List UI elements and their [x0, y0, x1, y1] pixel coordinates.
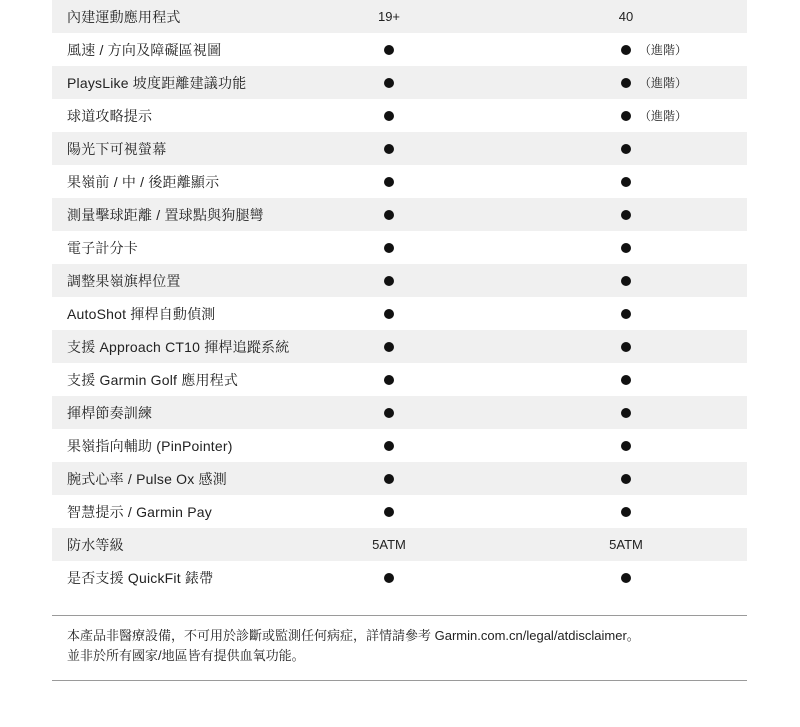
advanced-note: （進階）	[639, 76, 688, 90]
supported-dot-icon	[384, 78, 394, 88]
supported-dot-icon	[384, 375, 394, 385]
cell-value: 5ATM	[372, 537, 406, 552]
supported-dot-icon	[621, 474, 631, 484]
supported-dot-icon	[621, 177, 631, 187]
supported-dot-icon	[621, 276, 631, 286]
supported-dot-icon	[384, 210, 394, 220]
disclaimer-line-2: 並非於所有國家/地區皆有提供血氧功能。	[67, 648, 305, 663]
supported-dot-icon	[384, 507, 394, 517]
feature-label: 電子計分卡	[67, 239, 138, 256]
supported-dot-icon	[621, 78, 631, 88]
supported-dot-icon	[621, 45, 631, 55]
supported-dot-icon	[384, 474, 394, 484]
supported-dot-icon	[621, 243, 631, 253]
supported-dot-icon	[621, 408, 631, 418]
feature-label: 防水等級	[67, 536, 124, 553]
supported-dot-icon	[384, 573, 394, 583]
feature-label: 腕式心率 / Pulse Ox 感測	[67, 470, 227, 487]
feature-label: 內建運動應用程式	[67, 8, 181, 25]
supported-dot-icon	[384, 342, 394, 352]
supported-dot-icon	[621, 342, 631, 352]
feature-label: 球道攻略提示	[67, 107, 153, 124]
table-row	[52, 0, 747, 33]
table-row	[52, 132, 747, 165]
divider-top	[52, 615, 747, 616]
supported-dot-icon	[621, 210, 631, 220]
feature-comparison-table	[52, 0, 747, 594]
feature-label: PlaysLike 坡度距離建議功能	[67, 74, 247, 91]
table-row	[52, 33, 747, 66]
supported-dot-icon	[621, 144, 631, 154]
table-row	[52, 165, 747, 198]
supported-dot-icon	[384, 144, 394, 154]
feature-label: 揮桿節奏訓練	[67, 404, 153, 421]
supported-dot-icon	[621, 573, 631, 583]
table-row	[52, 429, 747, 462]
feature-label: 測量擊球距離 / 置球點與狗腿彎	[67, 206, 264, 223]
cell-value: 5ATM	[609, 537, 643, 552]
disclaimer-line-1: 本產品非醫療設備，不可用於診斷或監測任何病症，詳情請參考 Garmin.com.cn/legal/atdisclaimer。	[67, 628, 640, 643]
cell-value: 19+	[377, 9, 401, 24]
divider-bottom	[52, 680, 747, 681]
table-row	[52, 198, 747, 231]
supported-dot-icon	[384, 177, 394, 187]
supported-dot-icon	[621, 507, 631, 517]
feature-label: 果嶺指向輔助 (PinPointer)	[67, 437, 233, 454]
supported-dot-icon	[621, 375, 631, 385]
table-row	[52, 396, 747, 429]
supported-dot-icon	[384, 243, 394, 253]
supported-dot-icon	[384, 276, 394, 286]
advanced-note: （進階）	[639, 43, 688, 57]
feature-label: 是否支援 QuickFit 錶帶	[67, 569, 214, 586]
table-row	[52, 264, 747, 297]
supported-dot-icon	[621, 309, 631, 319]
supported-dot-icon	[621, 111, 631, 121]
supported-dot-icon	[384, 309, 394, 319]
table-row	[52, 231, 747, 264]
feature-label: AutoShot 揮桿自動偵測	[67, 305, 216, 322]
feature-label: 智慧提示 / Garmin Pay	[67, 503, 212, 520]
table-row	[52, 330, 747, 363]
table-row	[52, 528, 747, 561]
supported-dot-icon	[384, 45, 394, 55]
cell-value: 40	[618, 9, 634, 24]
disclaimer	[67, 626, 747, 666]
feature-label: 果嶺前 / 中 / 後距離顯示	[67, 173, 220, 190]
table-row	[52, 363, 747, 396]
feature-label: 調整果嶺旗桿位置	[67, 272, 181, 289]
supported-dot-icon	[384, 408, 394, 418]
supported-dot-icon	[384, 111, 394, 121]
table-row	[52, 297, 747, 330]
table-row	[52, 495, 747, 528]
table-row	[52, 561, 747, 594]
table-row	[52, 462, 747, 495]
feature-label: 支援 Approach CT10 揮桿追蹤系統	[67, 338, 290, 355]
supported-dot-icon	[621, 441, 631, 451]
table-row	[52, 99, 747, 132]
advanced-note: （進階）	[639, 109, 688, 123]
feature-label: 支援 Garmin Golf 應用程式	[67, 371, 239, 388]
feature-label: 陽光下可視螢幕	[67, 140, 167, 157]
table-row	[52, 66, 747, 99]
supported-dot-icon	[384, 441, 394, 451]
feature-label: 風速 / 方向及障礙區視圖	[67, 41, 222, 58]
